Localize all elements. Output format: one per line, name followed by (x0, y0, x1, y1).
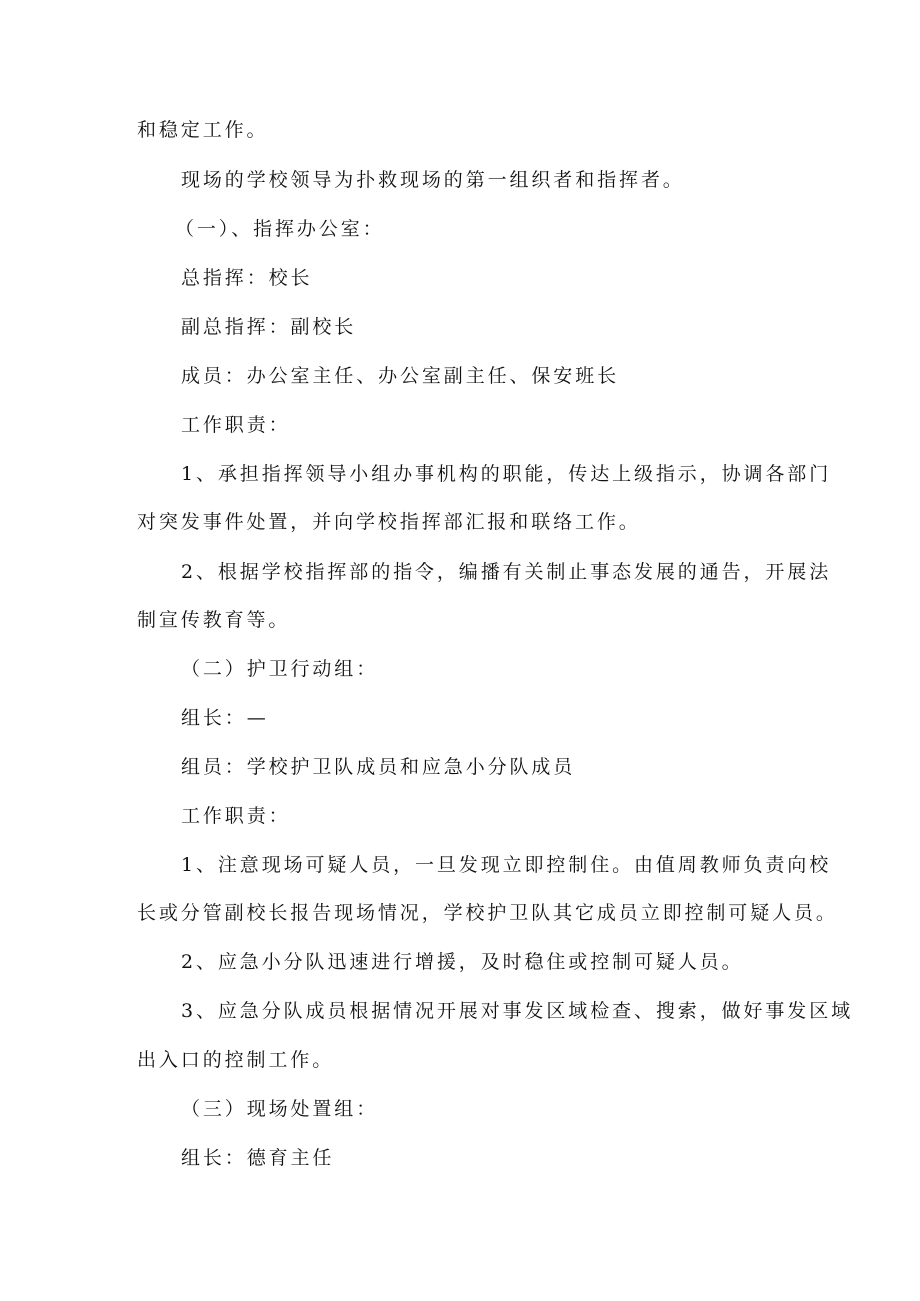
subheading: 工作职责： (181, 805, 291, 827)
text-line: 组长：德育主任 (181, 1147, 335, 1169)
text-line: 2、应急小分队迅速进行增援，及时稳住或控制可疑人员。 (181, 951, 744, 973)
section-heading: （三）现场处置组： (181, 1098, 379, 1120)
section-heading: （二）护卫行动组： (181, 658, 379, 680)
text-line: 副总指挥：副校长 (181, 316, 357, 338)
text-line: 总指挥：校长 (181, 267, 313, 289)
text-line: 1、承担指挥领导小组办事机构的职能，传达上级指示，协调各部门 (181, 463, 832, 485)
text-line: 组员：学校护卫队成员和应急小分队成员 (181, 756, 576, 778)
text-line: 和稳定工作。 (137, 119, 269, 141)
text-line: 制宣传教育等。 (137, 609, 291, 631)
section-heading: （一）、指挥办公室： (175, 218, 385, 240)
text-line: 成员：办公室主任、办公室副主任、保安班长 (181, 365, 620, 387)
text-line: 2、根据学校指挥部的指令，编播有关制止事态发展的通告，开展法 (181, 561, 832, 583)
subheading: 工作职责： (181, 414, 291, 436)
text-line: 对突发事件处置，并向学校指挥部汇报和联络工作。 (137, 511, 641, 533)
text-line: 1、注意现场可疑人员，一旦发现立即控制住。由值周教师负责向校 (181, 854, 832, 876)
text-line: 3、应急分队成员根据情况开展对事发区域检查、搜索，做好事发区域 (181, 1000, 853, 1022)
text-line: 现场的学校领导为扑救现场的第一组织者和指挥者。 (181, 169, 685, 191)
text-line: 组长：— (181, 707, 269, 729)
text-line: 出入口的控制工作。 (137, 1049, 335, 1071)
text-line: 长或分管副校长报告现场情况，学校护卫队其它成员立即控制可疑人员。 (137, 902, 838, 924)
